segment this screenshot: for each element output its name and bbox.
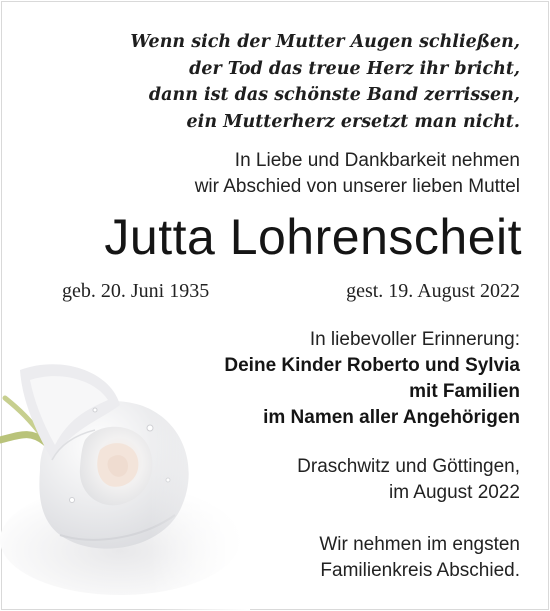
mourner-line: mit Familien — [409, 381, 520, 402]
memory-block — [224, 327, 520, 431]
intro-line: In Liebe und Dankbarkeit nehmen — [234, 150, 520, 171]
deceased-name: Jutta Lohrenscheit — [104, 209, 522, 265]
place-line: Draschwitz und Göttingen, — [297, 456, 520, 477]
birth-date: geb. 20. Juni 1935 — [62, 280, 210, 302]
closing-text — [319, 532, 520, 584]
death-date: gest. 19. August 2022 — [346, 280, 520, 302]
poem-line: der Tod das treue Herz ihr bricht, — [189, 58, 520, 79]
mourner-line: Deine Kinder Roberto und Sylvia — [224, 355, 520, 376]
intro-line: wir Abschied von unserer lieben Muttel — [194, 176, 520, 197]
poem-line: Wenn sich der Mutter Augen schließen, — [130, 32, 520, 52]
closing-line: Wir nehmen im engsten — [319, 534, 520, 555]
intro-text — [195, 148, 520, 200]
white-rose-image — [0, 350, 250, 611]
mourner-line: im Namen aller Angehörigen — [263, 407, 520, 428]
poem-line: ein Mutterherz ersetzt man nicht. — [186, 111, 520, 132]
life-dates — [32, 276, 520, 306]
closing-line: Familienkreis Abschied. — [320, 560, 520, 581]
memory-heading: In liebevoller Erinnerung: — [309, 329, 520, 350]
poem-line: dann ist das schönste Band zerrissen, — [148, 85, 520, 105]
poem — [130, 29, 520, 135]
place-date — [297, 454, 520, 506]
place-line: im August 2022 — [389, 482, 520, 503]
